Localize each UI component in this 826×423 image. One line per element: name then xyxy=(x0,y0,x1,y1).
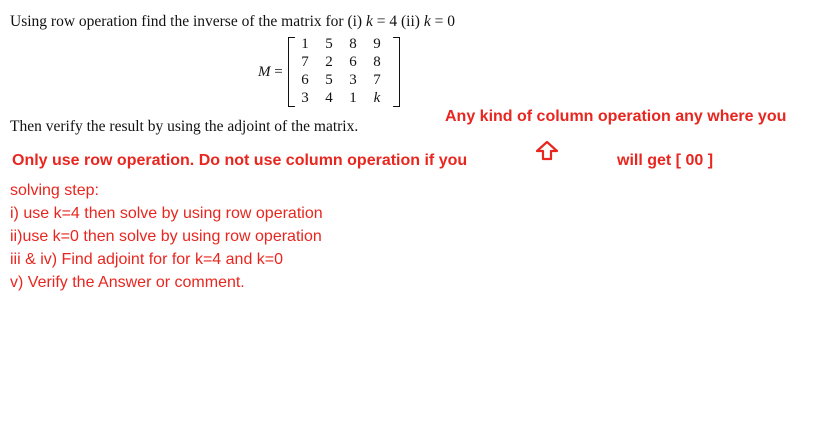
matrix-cell: 2 xyxy=(325,54,333,70)
part1-value: = 4 (ii) xyxy=(372,13,424,30)
matrix-row xyxy=(293,71,389,89)
matrix-grid xyxy=(293,35,389,107)
verify-instruction: Then verify the result by using the adjoint of the matrix. xyxy=(10,118,359,135)
matrix-cell: 6 xyxy=(301,72,309,88)
matrix-cell: 8 xyxy=(349,36,357,52)
step-item: i) use k=4 then solve by using row operation xyxy=(10,205,323,222)
matrix-cell: 3 xyxy=(349,72,357,88)
matrix-cell: 7 xyxy=(301,54,309,70)
question-prefix: Using row operation find the inverse of the matrix for (i) xyxy=(10,13,366,30)
right-bracket xyxy=(393,37,400,107)
matrix-name: M xyxy=(258,64,271,80)
matrix xyxy=(288,34,400,108)
part2-value: = 0 xyxy=(430,13,455,30)
matrix-cell: 5 xyxy=(325,72,333,88)
matrix-cell: 3 xyxy=(301,90,309,106)
matrix-row xyxy=(293,53,389,71)
up-arrow-icon xyxy=(536,141,558,161)
steps-title: solving step: xyxy=(10,182,99,199)
matrix-row xyxy=(293,35,389,53)
matrix-cell: 8 xyxy=(373,54,381,70)
matrix-label xyxy=(258,64,283,81)
step-item: iii & iv) Find adjoint for for k=4 and k=0 xyxy=(10,251,284,268)
matrix-cell: 9 xyxy=(373,36,381,52)
k-symbol: k xyxy=(423,13,431,30)
zero-marks-warning: will get [ 00 ] xyxy=(617,152,714,169)
equals-sign: = xyxy=(274,64,283,80)
k-symbol: k xyxy=(365,13,373,30)
row-operation-note: Only use row operation. Do not use column operation if you xyxy=(12,152,468,169)
matrix-cell-k: k xyxy=(373,90,381,106)
column-operation-warning: Any kind of column operation any where you xyxy=(445,108,787,125)
matrix-cell: 4 xyxy=(325,90,333,106)
step-item: ii)use k=0 then solve by using row operation xyxy=(10,228,322,245)
matrix-row xyxy=(293,89,389,107)
matrix-cell: 5 xyxy=(325,36,333,52)
matrix-cell: 7 xyxy=(373,72,381,88)
matrix-cell: 6 xyxy=(349,54,357,70)
matrix-cell: 1 xyxy=(349,90,357,106)
matrix-cell: 1 xyxy=(301,36,309,52)
solving-steps xyxy=(10,179,323,294)
question-text xyxy=(10,13,455,31)
step-item: v) Verify the Answer or comment. xyxy=(10,274,245,291)
